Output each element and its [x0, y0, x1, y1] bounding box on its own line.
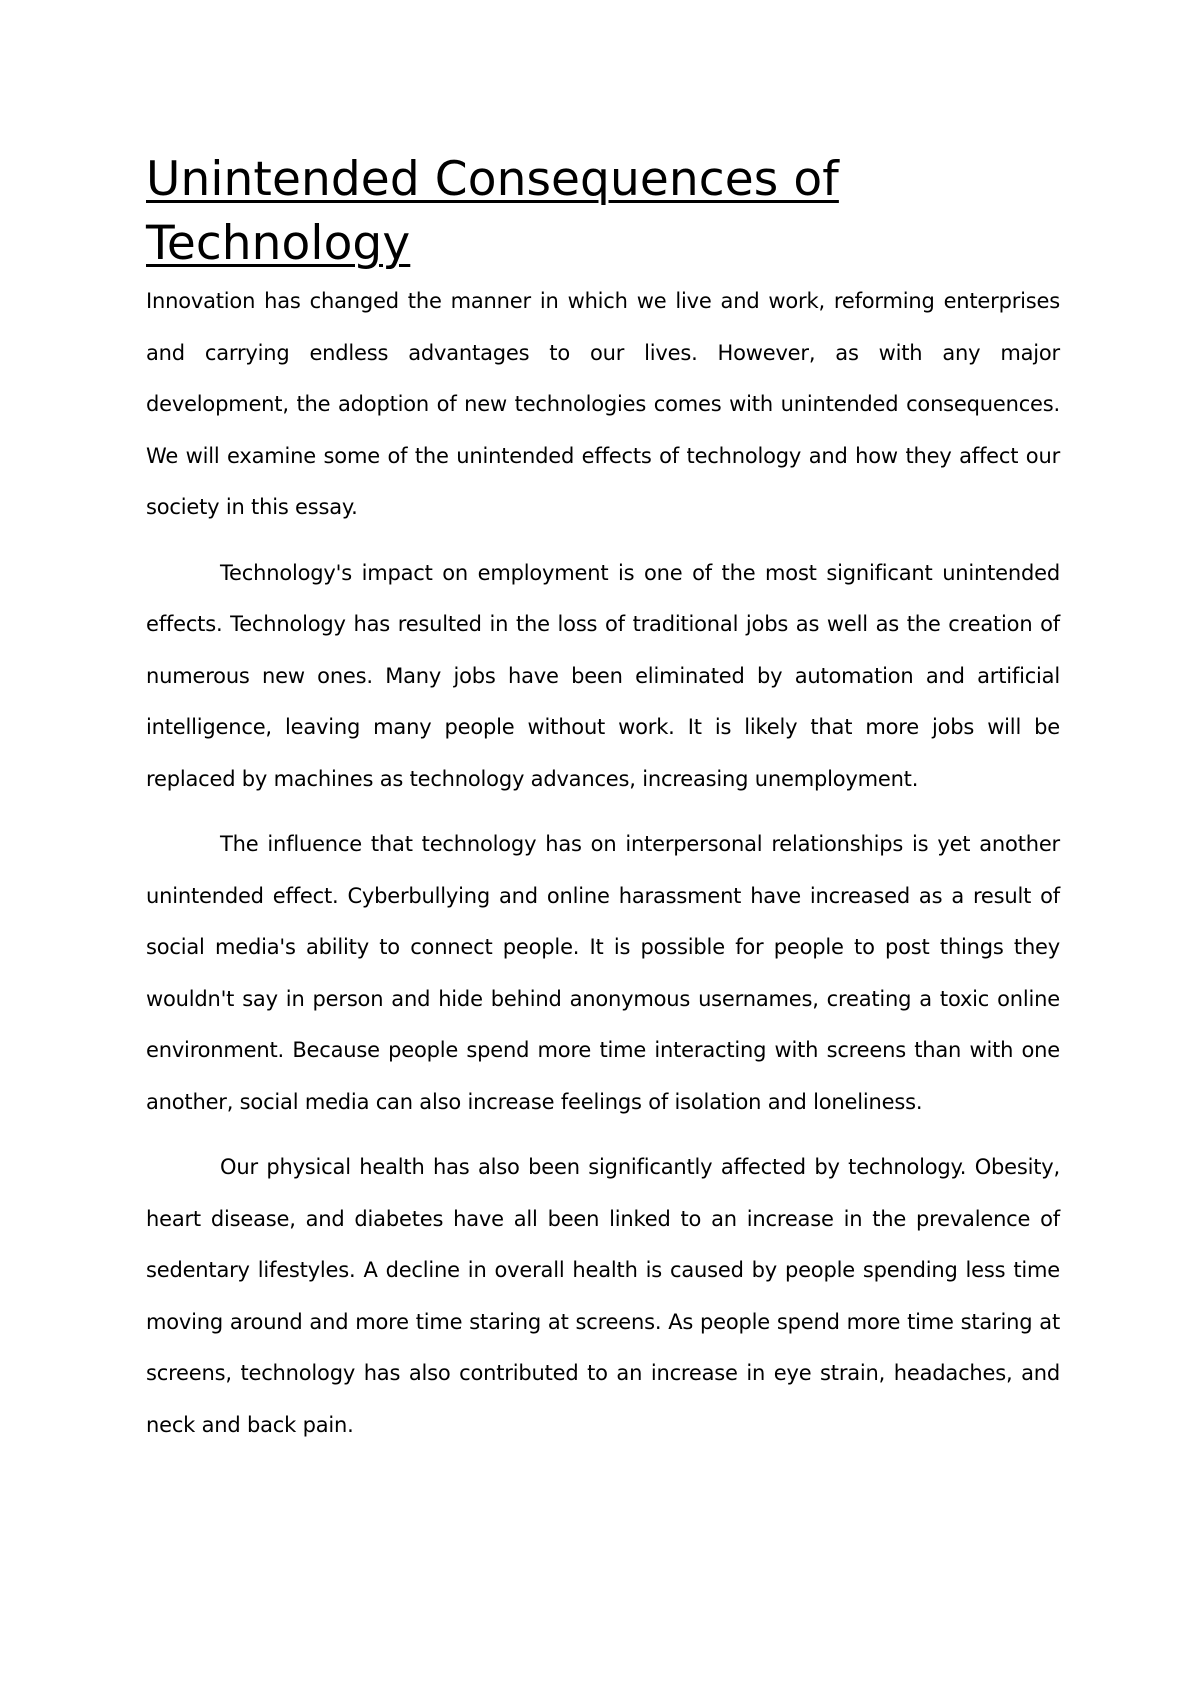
paragraph-physical-health: Our physical health has also been significantly affected by technology. Obesity, heart disease, and diabetes have all been linked to an increase in the prevalence of sedentary lifestyles. A decline in overall health is caused by people spending less time moving around and more time staring at screens. As people spend more time staring at screens, technology has also contributed to an increase in eye strain, headaches, and neck and back pain. — [146, 1155, 1060, 1437]
paragraph-relationships: The influence that technology has on interpersonal relationships is yet another unintended effect. Cyberbullying and online harassment have increased as a result of social media's ability to connect people. It is possible for people to post things they wouldn't say in person and hide behind anonymous usernames, creating a toxic online environment. Because people spend more time interacting with screens than with one another, social media can also increase feelings of isolation and loneliness. — [146, 832, 1060, 1114]
document-title: Unintended Consequences of Technology — [146, 152, 839, 271]
paragraph-intro: Innovation has changed the manner in which we live and work, reforming enterprises and carrying endless advantages to our lives. However, as with any major development, the adoption of new technologies comes with unintended consequences. We will examine some of the unintended effects of technology and how they affect our society in this essay. — [146, 289, 1060, 519]
paragraph-employment: Technology's impact on employment is one of the most significant unintended effects. Technology has resulted in the loss of traditional jobs as well as the creation of numerous new ones. Many jobs have been eliminated by automation and artificial intelligence, leaving many people without work. It is likely that more jobs will be replaced by machines as technology advances, increasing unemployment. — [146, 560, 1060, 791]
document-body — [146, 148, 1060, 1451]
